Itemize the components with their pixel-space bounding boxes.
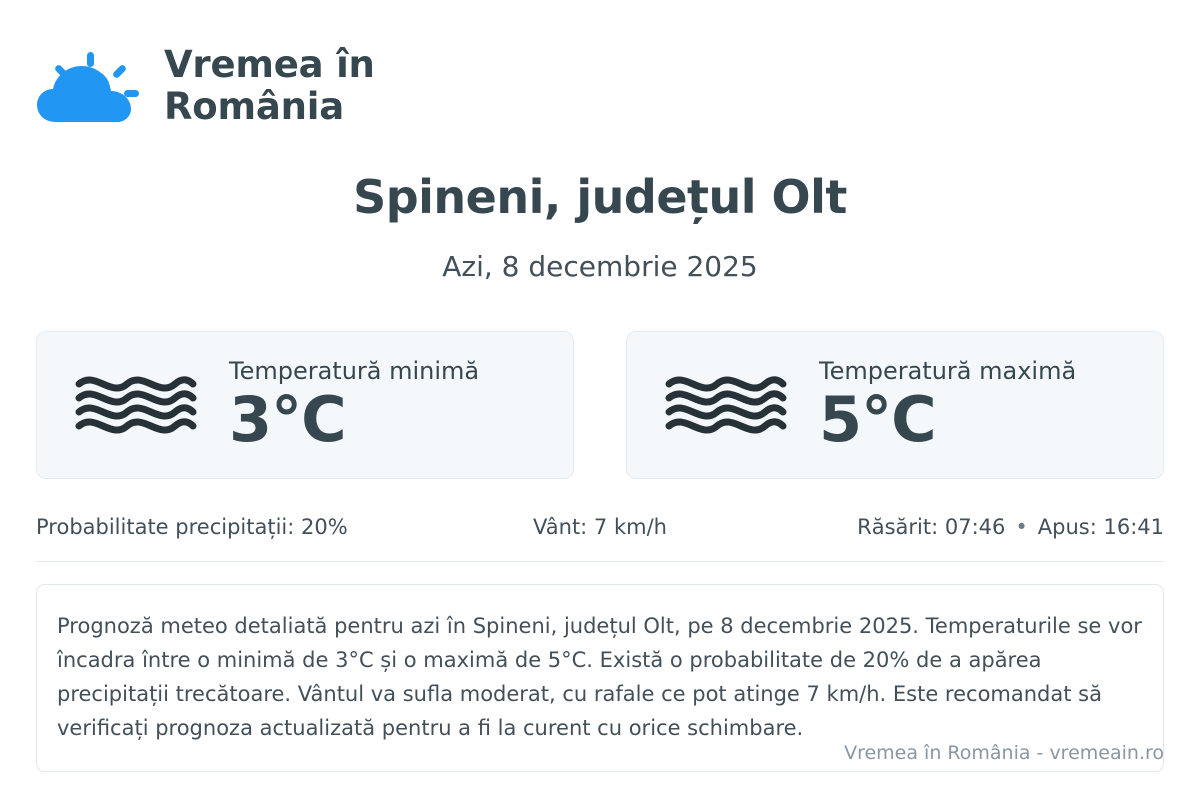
max-temperature-text <box>819 357 1077 457</box>
precipitation-stat: Probabilitate precipitații: 20% <box>36 515 348 539</box>
brand-title <box>164 44 375 128</box>
brand-title-line2: România <box>164 85 345 128</box>
min-temperature-text <box>229 357 480 457</box>
sunset-value: Apus: 16:41 <box>1037 515 1164 539</box>
page-title: Spineni, județul Olt <box>353 170 847 224</box>
waves-icon <box>71 368 199 442</box>
min-temperature-card <box>36 331 574 479</box>
sun-times-stat <box>788 515 1164 539</box>
brand-title-line1: Vremea în <box>164 43 375 87</box>
forecast-description: Prognoză meteo detaliată pentru azi în Spineni, județul Olt, pe 8 decembrie 2025. Temperaturile se vor încadra între o minimă de 3°C și o maximă de 5°C. Există o probabilitate de 20% de a apărea precipitații trecătoare. Vântul va sufla moderat, cu rafale ce pot atinge 7 km/h. Este recomandat să verificați prognoza actualizată pentru a fi la curent cu orice schimbare. <box>36 584 1164 772</box>
temperature-cards <box>36 331 1164 479</box>
weather-stats-row <box>36 515 1164 562</box>
stat-separator: • <box>1015 515 1028 539</box>
min-temperature-label: Temperatură minimă <box>229 357 480 386</box>
max-temperature-card <box>626 331 1164 479</box>
date-subtitle: Azi, 8 decembrie 2025 <box>442 250 758 283</box>
waves-icon <box>661 368 789 442</box>
min-temperature-value: 3°C <box>229 383 346 457</box>
sun-cloud-icon <box>36 44 146 128</box>
footer-credit: Vremea în România - vremeain.ro <box>844 742 1164 764</box>
max-temperature-value: 5°C <box>819 383 936 457</box>
max-temperature-label: Temperatură maximă <box>819 357 1077 386</box>
wind-stat: Vânt: 7 km/h <box>533 515 667 539</box>
brand-header <box>36 0 1164 128</box>
sunrise-value: Răsărit: 07:46 <box>857 515 1006 539</box>
